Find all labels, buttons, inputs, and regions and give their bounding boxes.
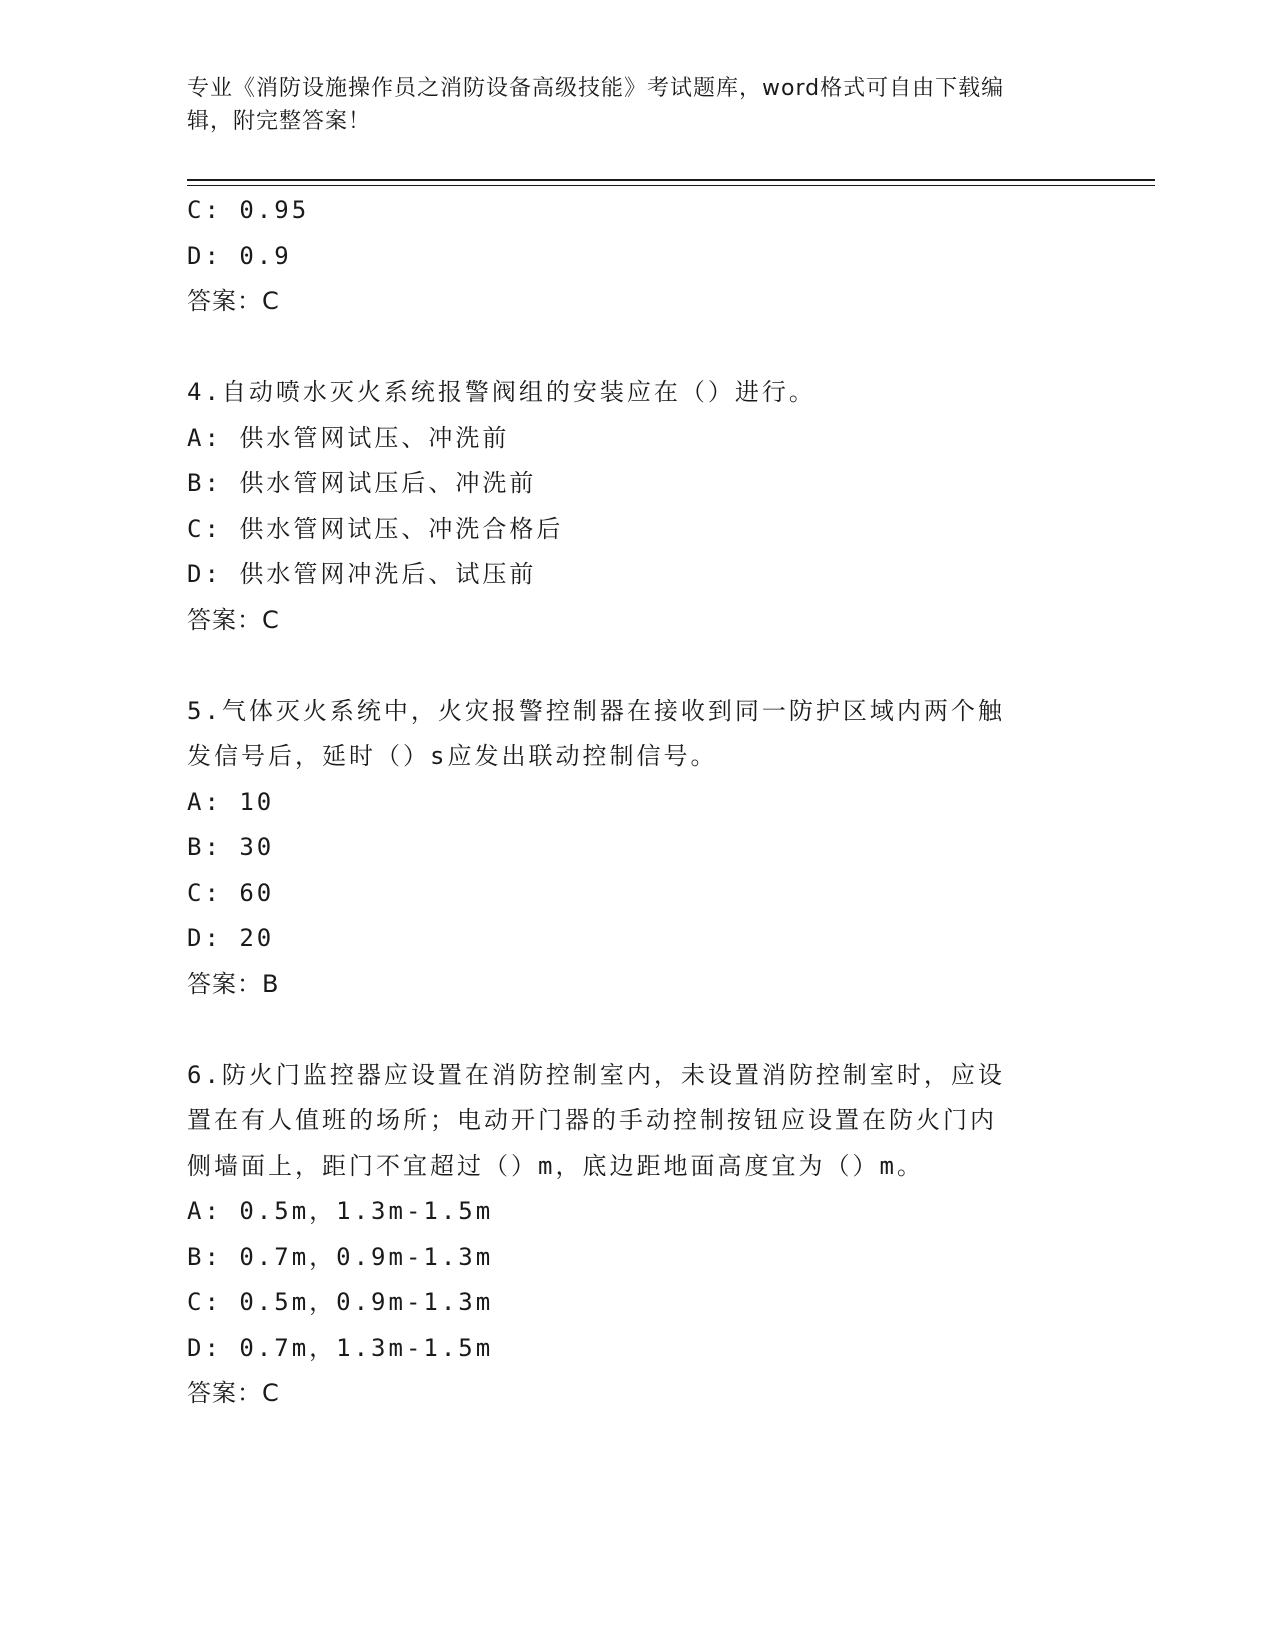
header-divider-thick [187, 179, 1155, 181]
option-b: B: 供水管网试压后、冲洗前 [187, 469, 537, 497]
answer: 答案：C [187, 287, 280, 315]
option-a: A: 10 [187, 787, 275, 816]
option-d: D: 0.7m，1.3m-1.5m [187, 1333, 494, 1362]
header-title-line-1: 专业《消防设施操作员之消防设备高级技能》考试题库，word格式可自由下载编 [187, 76, 1005, 101]
question-stem-line-1: 6.防火门监控器应设置在消防控制室内，未设置消防控制室时，应设 [187, 1060, 1005, 1089]
answer: 答案：C [187, 1379, 280, 1407]
question-5 [187, 689, 1087, 1008]
page-header [187, 72, 1067, 138]
question-stem-line-2: 置在有人值班的场所；电动开门器的手动控制按钮应设置在防火门内 [187, 1106, 997, 1134]
option-c: C: 60 [187, 878, 275, 907]
question-6 [187, 1053, 1087, 1417]
option-b: B: 30 [187, 833, 275, 861]
option-d: D: 20 [187, 924, 275, 952]
answer: 答案：B [187, 969, 280, 998]
question-4 [187, 370, 1087, 643]
header-divider-thin [187, 185, 1155, 186]
option-c: C: 0.95 [187, 196, 310, 224]
question-stem-line-2: 发信号后，延时（）s应发出联动控制信号。 [187, 742, 718, 770]
question-stem-line-1: 5.气体灭火系统中，火灾报警控制器在接收到同一防护区域内两个触 [187, 696, 1005, 725]
header-title-line-2: 辑，附完整答案！ [187, 109, 372, 134]
answer: 答案：C [187, 605, 280, 634]
option-d: D: 0.9 [187, 241, 292, 270]
option-a: A: 供水管网试压、冲洗前 [187, 423, 510, 452]
question-stem-line-3: 侧墙面上，距门不宜超过（）m，底边距地面高度宜为（）m。 [187, 1151, 924, 1180]
option-b: B: 0.7m，0.9m-1.3m [187, 1242, 494, 1271]
option-c: C: 供水管网试压、冲洗合格后 [187, 514, 564, 543]
question-list [187, 188, 1087, 1417]
question-3-tail [187, 188, 1087, 325]
option-a: A: 0.5m，1.3m-1.5m [187, 1197, 494, 1225]
option-d: D: 供水管网冲洗后、试压前 [187, 560, 537, 588]
option-c: C: 0.5m，0.9m-1.3m [187, 1288, 494, 1316]
question-stem: 4.自动喷水灭火系统报警阀组的安装应在（）进行。 [187, 378, 816, 406]
